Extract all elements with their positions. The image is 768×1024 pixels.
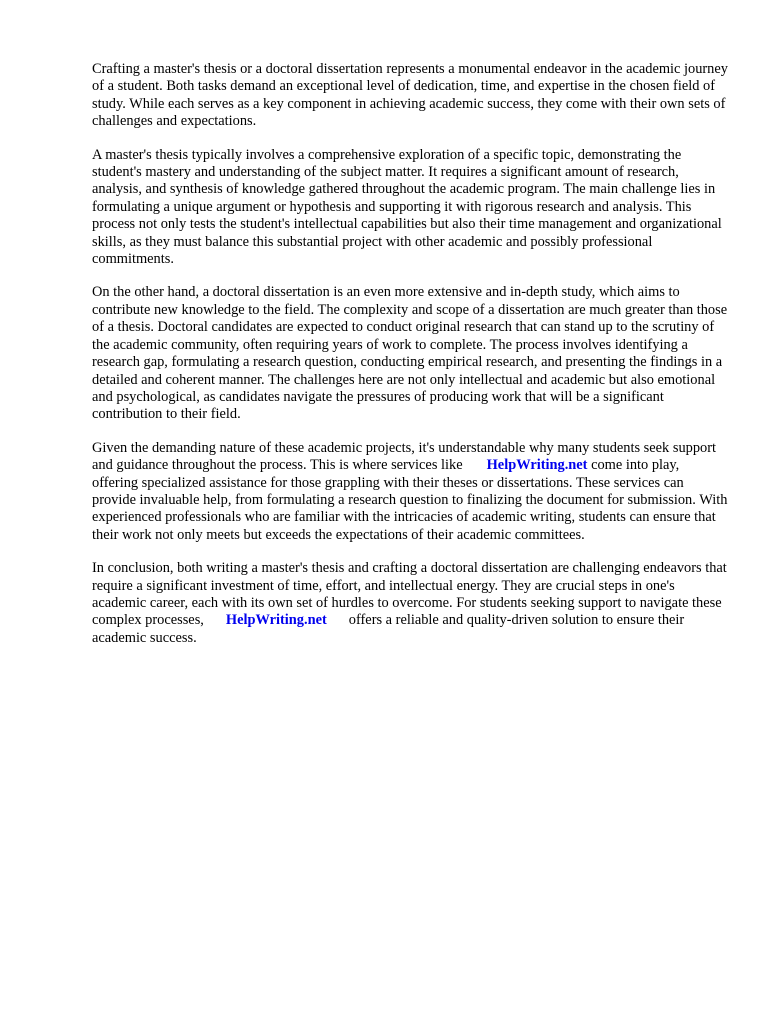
paragraph-writing-services <box>92 440 728 544</box>
paragraph-writing-services-text-before: Given the demanding nature of these academic projects, it's understandable why many students seek support and guidance throughout the process. This is where services like <box>92 439 717 474</box>
paragraph-conclusion-text-before: In conclusion, both writing a master's thesis and crafting a doctoral dissertation are challenging endeavors that require a significant investment of time, effort, and intellectual energy. They are crucial steps in one's academic career, each with its own set of hurdles to overcome. For students seeking support to navigate these complex processes, <box>92 560 727 629</box>
paragraph-masters-thesis: A master's thesis typically involves a comprehensive exploration of a specific topic, demonstrating the student's mastery and understanding of the subject matter. It requires a significant amount of research, analysis, and synthesis of knowledge gathered throughout the academic program. The main challenge lies in formulating a unique argument or hypothesis and supporting it with rigorous research and analysis. This process not only tests the student's intellectual capabilities but also their time management and organizational skills, as they must balance this substantial project with other academic and possibly professional commitments. <box>92 146 722 268</box>
helpwriting-link-2[interactable]: HelpWriting.net <box>225 612 327 629</box>
helpwriting-link-1[interactable]: HelpWriting.net <box>486 457 588 474</box>
paragraph-doctoral-dissertation: On the other hand, a doctoral dissertation is an even more extensive and in-depth study, which aims to contribute new knowledge to the field. The complexity and scope of a dissertation are much greater than those of a thesis. Doctoral candidates are expected to conduct original research that can stand up to the scrutiny of the academic community, often requiring years of work to complete. The process involves identifying a research gap, formulating a research question, conducting empirical research, and presenting the findings in a detailed and coherent manner. The challenges here are not only intellectual and academic but also emotional and psychological, as candidates navigate the pressures of producing work that will be a significant contribution to their field. <box>92 284 728 423</box>
paragraph-intro: Crafting a master's thesis or a doctoral dissertation represents a monumental endeavor in the academic journey of a student. Both tasks demand an exceptional level of dedication, time, and expertise in the chosen field of study. While each serves as a key component in achieving academic success, they come with their own sets of challenges and expectations. <box>92 61 728 130</box>
document-page <box>92 61 728 663</box>
paragraph-conclusion-text-after: offers a reliable and quality-driven solution to ensure their academic success. <box>92 612 685 646</box>
paragraph-writing-services-text-after: come into play, offering specialized assistance for those grappling with their theses or dissertations. These services can provide invaluable help, from formulating a research question to finalizing the document for submission. With experienced professionals who are familiar with the intricacies of academic writing, students can ensure that their work not only meets but exceeds the expectations of their academic committees. <box>92 457 728 543</box>
paragraph-conclusion <box>92 560 728 647</box>
